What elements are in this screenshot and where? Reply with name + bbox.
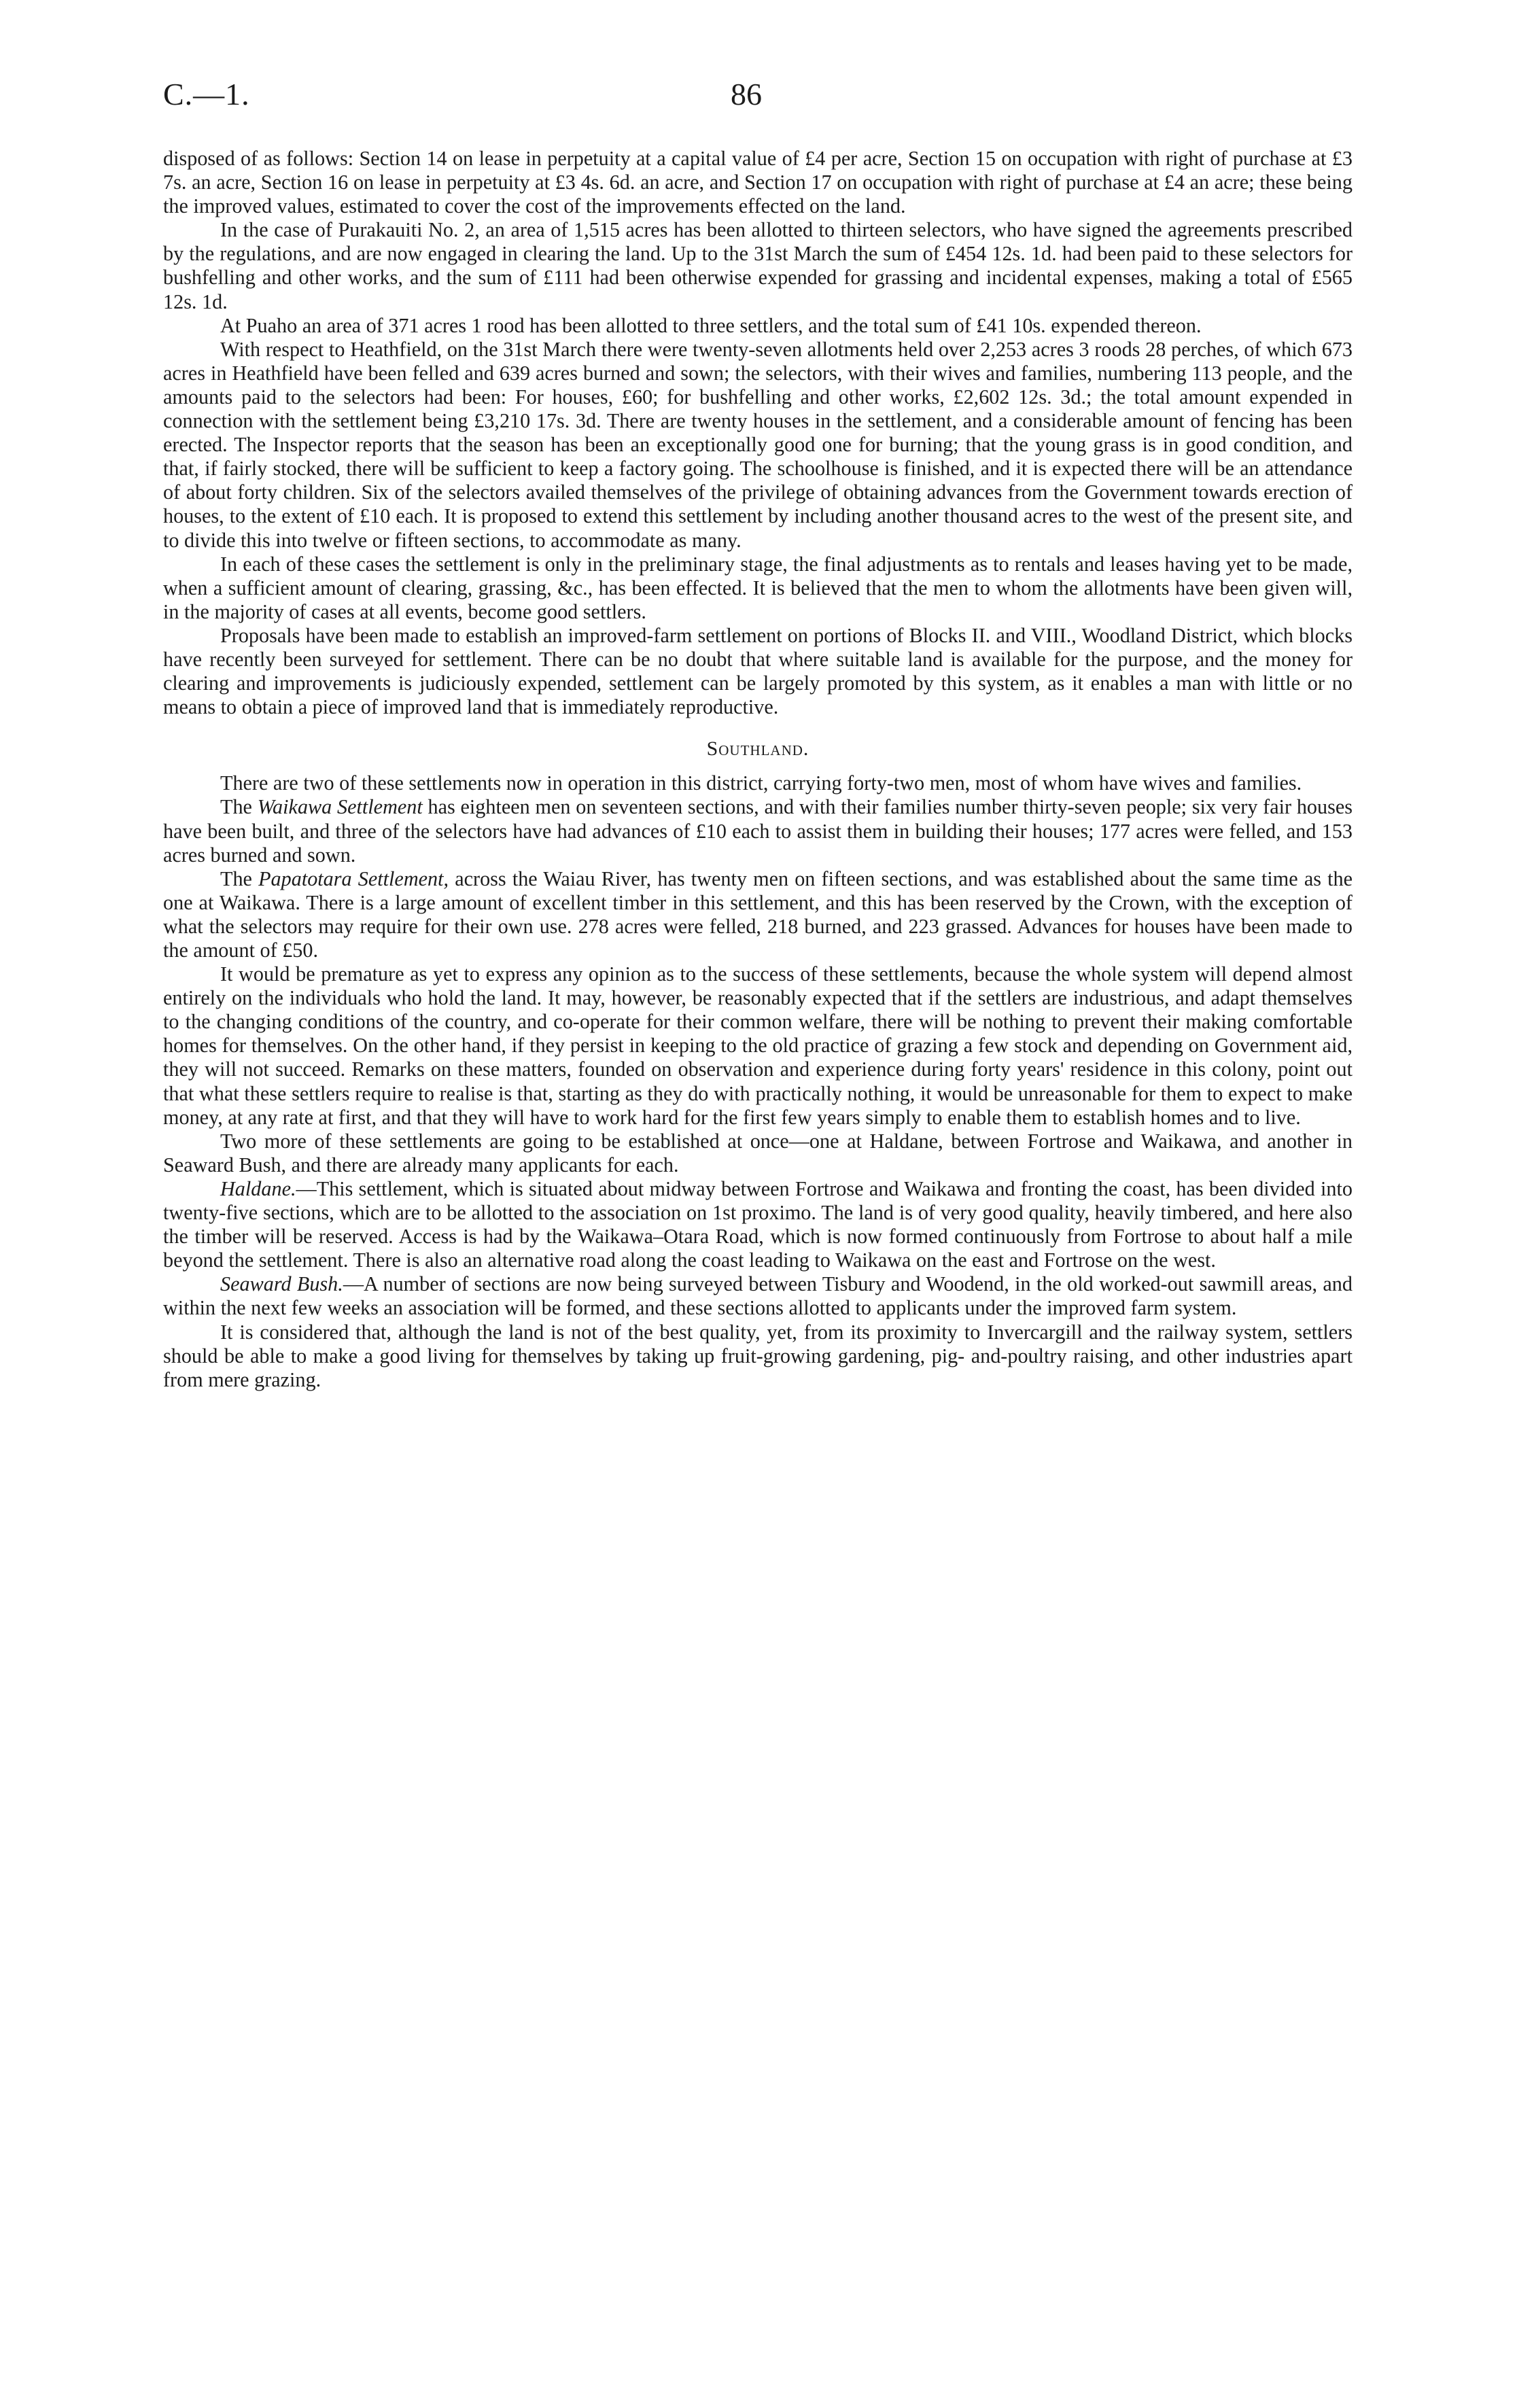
- paragraph: [163, 1321, 1353, 1392]
- paragraph: [163, 795, 1353, 867]
- paragraph: In the case of Purakauiti No. 2, an area of 1,515 acres has been allotted to thirteen selectors, who have signed the agreements prescribed by the regulations, and are now engaged in clearing the land. Up to the 31st March the sum of £454 12s. 1d. had been paid to these selectors for bushfelling and other works, and the sum of £111 had been otherwise expended for grassing and incidental expenses, making a total of £565 12s. 1d.: [163, 218, 1353, 313]
- page-header: [163, 76, 1353, 130]
- paragraph: [163, 1272, 1353, 1320]
- paragraph-text: —A number of sections are now being surveyed between Tisbury and Woodend, in the old worked-out sawmill areas, and within the next few weeks an association will be formed, and these sections allotted to applicants under the improved farm system.: [163, 1272, 1353, 1320]
- paragraph-prefix: The: [220, 867, 259, 890]
- paragraph: disposed of as follows: Section 14 on lease in perpetuity at a capital value of £4 per acre, Section 15 on occupation with right of purchase at £3 7s. an acre, Section 16 on lease in perpetuity at £3 4s. 6d. an acre, and Section 17 on occupation with right of purchase at £4 an acre; these being the improved values, estimated to cover the cost of the improvements effected on the land.: [163, 147, 1353, 218]
- body-text: [163, 147, 1353, 1392]
- paragraph-text: It would be premature as yet to express any opinion as to the success of these settlements, because the whole system will depend almost entirely on the individuals who hold the land. It may, however, be reasonably expected that if the settlers are industrious, and adapt themselves to the changing conditions of the country, and co-operate for their common welfare, there will be nothing to prevent their making comfortable homes for themselves. On the other hand, if they persist in keeping to the old practice of grazing a few stock and depending on Government aid, they will not succeed. Remarks on these matters, founded on observation and experience during forty years' residence in this colony, point out that what these settlers require to realise is that, starting as they do with practically nothing, it would be unreasonable for them to expect to make money, at any rate at first, and that they will have to work hard for the first few years simply to enable them to establish homes and to live.: [163, 962, 1353, 1129]
- paragraph-prefix: The: [220, 795, 258, 819]
- paragraph-lead: Seaward Bush.: [220, 1272, 343, 1296]
- paragraph: With respect to Heathfield, on the 31st March there were twenty-seven allotments held over 2,253 acres 3 roods 28 perches, of which 673 acres in Heathfield have been felled and 639 acres burned and sown; the selectors, with their wives and families, numbering 113 people, and the amounts paid to the selectors had been: For houses, £60; for bushfelling and other works, £2,602 12s. 3d.; the total amount expended in connection with the settlement being £3,210 17s. 3d. There are twenty houses in the settlement, and a considerable amount of fencing has been erected. The Inspector reports that the season has been an exceptionally good one for burning; that the young grass is in good condition, and that, if fairly stocked, there will be sufficient to keep a factory going. The schoolhouse is finished, and it is expected there will be an attendance of about forty children. Six of the selectors availed themselves of the privilege of obtaining advances from the Government towards erection of houses, to the extent of £10 each. It is proposed to extend this settlement by including another thousand acres to the west of the present site, and to divide this into twelve or fifteen sections, to accommodate as many.: [163, 337, 1353, 552]
- paragraph-text: —This settlement, which is situated about midway between Fortrose and Waikawa and fronting the coast, has been divided into twenty-five sections, which are to be allotted to the association on 1st proximo. The land is of very good quality, heavily timbered, and here also the timber will be reserved. Access is had by the Waikawa–Otara Road, which is now formed continuously from Fortrose to about half a mile beyond the settlement. There is also an alternative road along the coast leading to Waikawa on the east and Fortrose on the west.: [163, 1176, 1353, 1272]
- paragraph: Proposals have been made to establish an improved-farm settlement on portions of Blocks II. and VIII., Woodland District, which blocks have recently been surveyed for settlement. There can be no doubt that where suitable land is available for the purpose, and the money for clearing and improvements is judiciously expended, settlement can be largely promoted by this system, as it enables a man with little or no means to obtain a piece of improved land that is immediately reproductive.: [163, 623, 1353, 719]
- paragraph-lead: Papatotara Settlement,: [258, 867, 449, 890]
- paragraph-text: Two more of these settlements are going to be established at once—one at Haldane, between Fortrose and Waikawa, and another in Seaward Bush, and there are already many applicants for each.: [163, 1129, 1353, 1176]
- paragraph-text: There are two of these settlements now in operation in this district, carrying forty-two men, most of whom have wives and families.: [220, 771, 1302, 795]
- paragraph: [163, 962, 1353, 1130]
- paragraph-lead: Waikawa Settlement: [257, 795, 423, 819]
- document-reference: C.—1.: [163, 77, 250, 111]
- paragraph: [163, 867, 1353, 962]
- page-number: 86: [731, 77, 762, 111]
- paragraph-text: It is considered that, although the land is not of the best quality, yet, from its proximity to Invercargill and the railway system, settlers should be able to make a good living for themselves by taking up fruit-growing gardening, pig- and-poultry raising, and other industries apart from mere grazing.: [163, 1320, 1353, 1391]
- paragraph-lead: Haldane.: [220, 1176, 296, 1200]
- paragraph: [163, 1130, 1353, 1177]
- section-heading: Southland.: [706, 737, 809, 761]
- paragraph: In each of these cases the settlement is only in the preliminary stage, the final adjustments as to rentals and leases having yet to be made, when a sufficient amount of clearing, grassing, &c., has been effected. It is believed that the men to whom the allotments have been given will, in the majority of cases at all events, become good settlers.: [163, 552, 1353, 623]
- paragraph: [163, 771, 1353, 795]
- paragraph: [163, 1177, 1353, 1272]
- paragraph-text: has eighteen men on seventeen sections, and with their families number thirty-seven people; six very fair houses have been built, and three of the selectors have had advances of £10 each to assist them in building their houses; 177 acres were felled, and 153 acres burned and sown.: [163, 795, 1353, 867]
- paragraph-text: across the Waiau River, has twenty men on fifteen sections, and was established about the same time as the one at Waikawa. There is a large amount of excellent timber in this settlement, and this has been reserved by the Crown, with the exception of what the selectors may require for their own use. 278 acres were felled, 218 burned, and 223 grassed. Advances for houses have been made to the amount of £50.: [163, 867, 1353, 962]
- paragraph: At Puaho an area of 371 acres 1 rood has been allotted to three settlers, and the total sum of £41 10s. expended thereon.: [220, 313, 1202, 337]
